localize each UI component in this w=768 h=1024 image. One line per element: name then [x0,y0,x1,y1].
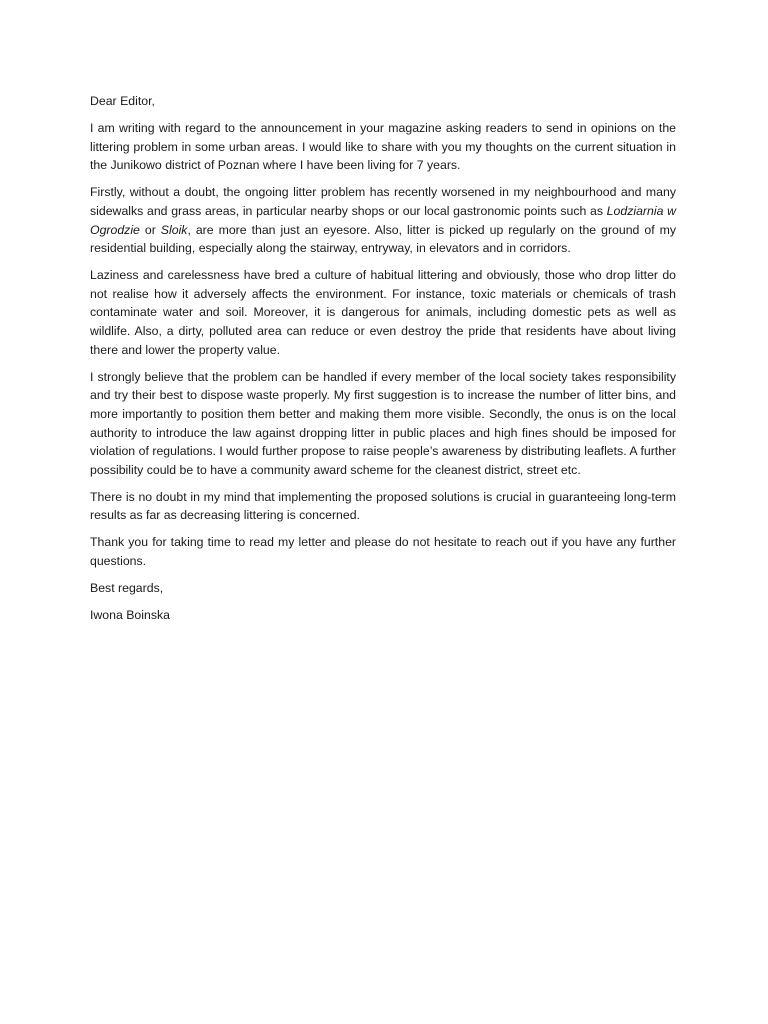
letter-page [90,92,676,633]
paragraph-causes-effects: Laziness and carelessness have bred a culture of habitual littering and obviously, those who drop litter do not realise how it adversely affects the environment. For instance, toxic materials or chemicals of trash contaminate water and soil. Moreover, it is dangerous for animals, including domestic pets as well as wildlife. Also, a dirty, polluted area can reduce or even destroy the pride that residents have about living there and lower the property value. [90,268,676,357]
paragraph-conclusion: There is no doubt in my mind that implementing the proposed solutions is crucial in guaranteeing long-term results as far as decreasing littering is concerned. [90,489,676,523]
paragraph-solutions: I strongly believe that the problem can be handled if every member of the local society takes responsibility and try their best to dispose waste properly. My first suggestion is to increase the number of litter bins, and more importantly to position them better and making them more visible. Secondly, the onus is on the local authority to introduce the law against dropping litter in public places and high fines should be imposed for violation of regulations. I would further propose to raise people’s awareness by distributing leaflets. A further possibility could be to have a community award scheme for the cleanest district, street etc. [90,369,676,477]
place-name: Lodziarnia w Ogrodzie [90,203,676,237]
paragraph-text: or [139,222,161,237]
paragraph-text: Firstly, without a doubt, the ongoing litter problem has recently worsened in my neighbourhood and many sidewalks and grass areas, in particular nearby shops or our local gastronomic points such as [90,185,676,218]
paragraph-text: , are more than just an eyesore. Also, litter is picked up regularly on the ground of my residential building, especially along the stairway, entryway, in elevators and in corridors. [90,222,676,256]
place-name: Sloik [160,222,188,237]
salutation: Dear Editor, [90,94,155,108]
closing: Best regards, [90,581,164,596]
signature: Iwona Boinska [90,608,170,623]
paragraph-thanks: Thank you for taking time to read my letter and please do not hesitate to reach out if you have any further questions. [90,535,676,569]
paragraph-intro: I am writing with regard to the announcement in your magazine asking readers to send in opinions on the littering problem in some urban areas. I would like to share with you my thoughts on the current situation in the Junikowo district of Poznan where I have been living for 7 years. [90,121,676,173]
paragraph-litter-problem [90,183,676,257]
